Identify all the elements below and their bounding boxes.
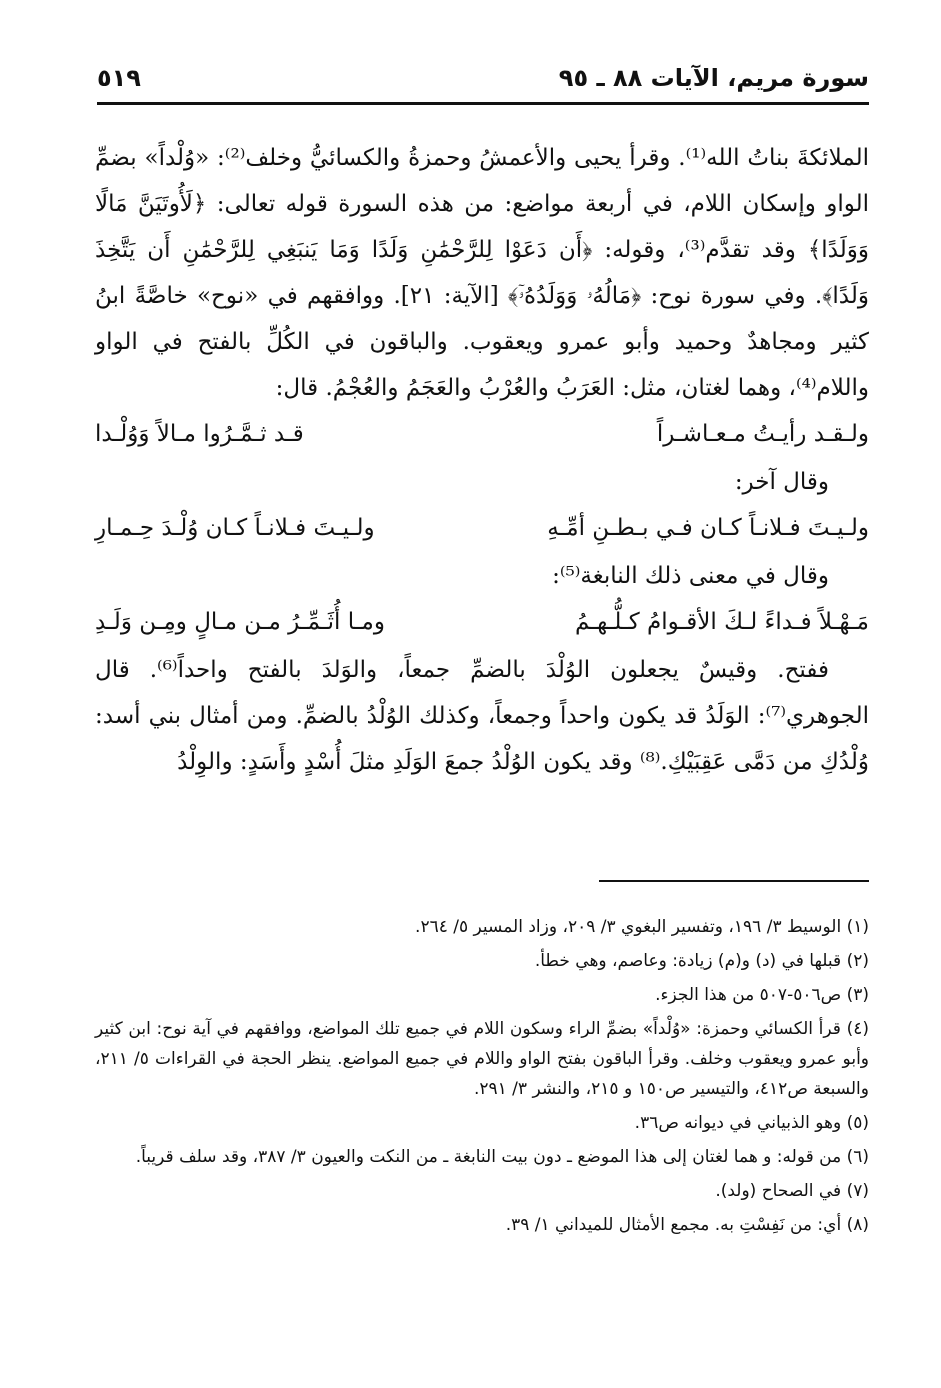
footnote-6: (٦) من قوله: و هما لغتان إلى هذا الموضع ـ دون بيت النابغة ـ من النكت والعيون ٣/ ٣٨٧، وقد سلف قريباً.	[135, 1147, 869, 1167]
verse-3-second-hemistich: ومـا أُثَـمِّـرُ مـن مـالٍ ومِـن وَلَـدِ	[95, 609, 385, 635]
footnote-7: (٧) في الصحاح (ولد).	[715, 1181, 869, 1201]
main-text	[95, 135, 869, 785]
page-number: ٥١٩	[97, 64, 141, 92]
footnote-2: (٢) قبلها في (د) و(م) زيادة: وعاصم، وهي خطأ.	[534, 951, 869, 971]
footnote-3: (٣) ص٥٠٦-٥٠٧ من هذا الجزء.	[655, 985, 869, 1005]
running-title: سورة مريم، الآيات ٨٨ ـ ٩٥	[558, 64, 869, 92]
footnotes	[95, 912, 869, 1244]
footnote-8: (٨) أي: من نَفِسْتِ به. مجمع الأمثال للميداني ١/ ٣٩.	[505, 1215, 869, 1235]
verse-intro-3: وقال في معنى ذلك النابغة⁽⁵⁾:	[552, 563, 829, 589]
footnote-4: (٤) قرأ الكسائي وحمزة: «وُلْداً» بضمِّ الراء وسكون اللام في جميع تلك المواضع، ووافقهم في آية نوح: ابن كثير وأبو عمرو ويعقوب وخلف. وقرأ الباقون بفتح الواو واللام في جميع المواضع. ينظر الحجة في القراءات ٥/ ٢١١، والسبعة ص٤١٢، والتيسير ص١٥٠ و ٢١٥، والنشر ٣/ ٢٩١.	[95, 1019, 869, 1099]
poem-verse-1	[95, 411, 869, 459]
poem-verse-3	[95, 599, 869, 647]
verse-1-second-hemistich: قـد ثـمَّـرُوا مـالاً وَوُلْـدا	[95, 421, 304, 447]
footnote-5: (٥) وهو الذبياني في ديوانه ص٣٦.	[634, 1113, 869, 1133]
paragraph-2: ففتح. وقيسٌ يجعلون الوُلْدَ بالضمِّ جمعاً، والوَلدَ بالفتح واحداً⁽⁶⁾. قال الجوهري⁽⁷⁾: الوَلَدُ قد يكون واحداً وجمعاً، وكذلك الوُلْدُ بالضمِّ. ومن أمثال بني أسد: وُلْدُكِ من دَمَّى عَقِبَيْكِ.⁽⁸⁾ وقد يكون الوُلْدُ جمعَ الوَلَدِ مثلَ أُسْدٍ وأَسَدٍ: والوِلْدُ	[95, 657, 869, 775]
verse-3-first-hemistich: مَـهْـلاً فـداءً لـكَ الأقـوامُ كـلُّـهـمُ	[575, 609, 869, 635]
footnote-separator	[599, 880, 869, 882]
footnote-1: (١) الوسيط ٣/ ١٩٦، وتفسير البغوي ٣/ ٢٠٩، وزاد المسير ٥/ ٢٦٤.	[415, 917, 869, 937]
page-header	[97, 62, 869, 102]
verse-intro-2: وقال آخر:	[734, 469, 829, 495]
verse-2-first-hemistich: ولـيـتَ فـلانـاً كـان فـي بـطـنِ أمِّـهِ	[547, 515, 869, 541]
verse-2-second-hemistich: ولـيـتَ فـلانـاً كـان وُلْـدَ حِـمـارِ	[95, 515, 375, 541]
paragraph-1: الملائكةَ بناتُ الله⁽¹⁾. وقرأ يحيى والأعمشُ وحمزةُ والكسائيُّ وخلف⁽²⁾: «وُلْداً» بضمِّ الواو وإسكان اللام، في أربعة مواضع: من هذه السورة قوله تعالى: ﴿لَأُوتَيَنَّ مَالًا وَوَلَدًا﴾ وقد تقدَّم⁽³⁾، وقوله: ﴿أَن دَعَوْا لِلرَّحْمَٰنِ وَلَدًا وَمَا يَنبَغِي لِلرَّحْمَٰنِ أَن يَتَّخِذَ وَلَدًا﴾. وفي سورة نوح: ﴿مَالُهُۥ وَوَلَدُهُۥٓ﴾ [الآية: ٢١]. ووافقهم في «نوح» خاصَّةً ابنُ كثير ومجاهدٌ وحميد وأبو عمرو ويعقوب. والباقون في الكُلِّ بالفتح في الواو واللام⁽⁴⁾، وهما لغتان، مثل: العَرَبُ والعُرْبُ والعَجَمُ والعُجْمُ. قال:	[95, 145, 870, 401]
poem-verse-2	[95, 505, 869, 553]
verse-1-first-hemistich: ولـقـد رأيـتُ مـعـاشـراً	[656, 421, 869, 447]
header-rule	[97, 102, 869, 105]
